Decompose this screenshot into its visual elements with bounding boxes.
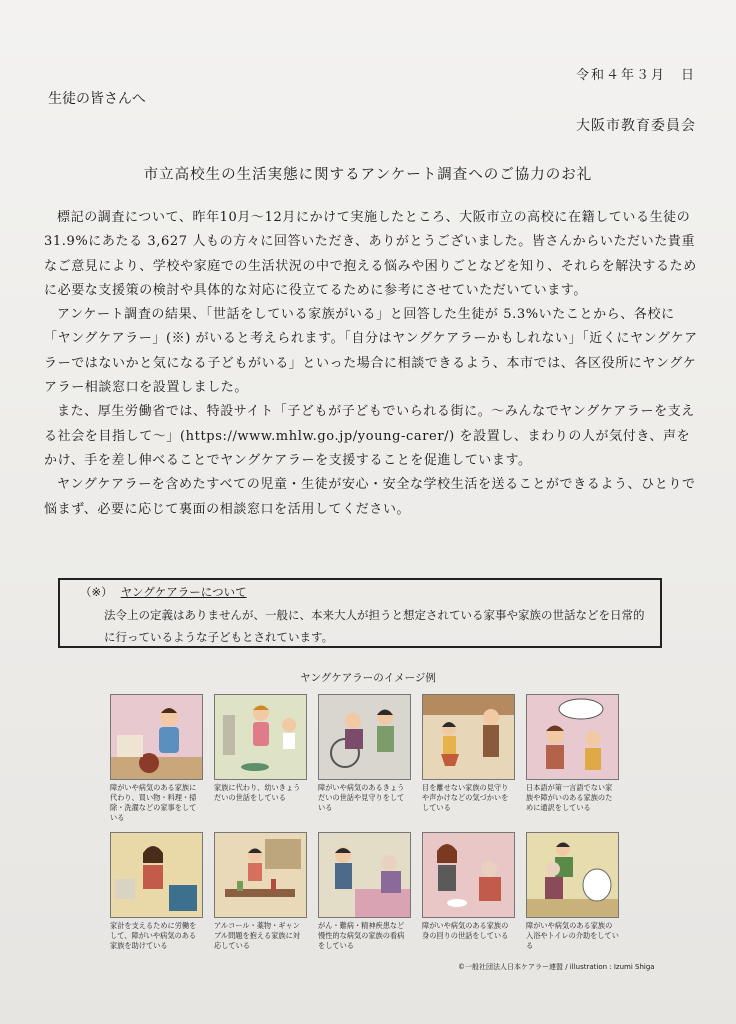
illustration-tile — [422, 832, 515, 941]
document-title: 市立高校生の生活実態に関するアンケート調査へのご協力のお礼 — [143, 167, 593, 183]
definition-note-box — [58, 578, 662, 648]
note-mark: （※） — [80, 585, 113, 599]
illustration-caption: 日本語が第一言語でない家族や障がいのある家族のために通訳をしている — [526, 783, 613, 812]
illustration-caption: 障がいや病気のある家族の身の回りの世話をしている — [422, 921, 509, 940]
illustration-tile — [110, 694, 203, 823]
body-paragraph-3: また、厚生労働省では、特設サイト「子どもが子どもでいられる街に。～みんなでヤングケアラーを支える社会を目指して～」(https://www.mhlw.go.jp/young-carer/) を設置し、まわりの人が気付き、声をかけ、手を差し伸べることでヤングケアラーを支援することを促進しています。 — [44, 404, 695, 468]
letter-date: 令和４年３月 日 — [575, 68, 696, 83]
illustration-tile — [214, 832, 307, 951]
addiction-support-illustration — [215, 833, 307, 918]
illustration-caption: 障がいや病気のあるきょうだいの世話や見守りをしている — [318, 783, 405, 812]
illustration-image — [214, 832, 307, 918]
illustration-caption: 目を離せない家族の見守りや声かけなどの気づかいをしている — [422, 783, 509, 812]
note-heading — [80, 584, 247, 600]
note-text: 法令上の定義はありませんが、一般に、本来大人が担うと想定されている家事や家族の世話などを日常的に行っているような子どもとされています。 — [104, 608, 645, 644]
illustration-tile — [318, 832, 411, 951]
illustration-image — [422, 694, 515, 780]
illustration-image — [318, 694, 411, 780]
illustration-caption: 家計を支えるために労働をして、障がいや病気のある家族を助けている — [110, 921, 197, 950]
nursing-illustration — [319, 833, 411, 918]
note-title: ヤングケアラーについて — [120, 585, 247, 599]
illustration-image — [110, 694, 203, 780]
sibling-watch-illustration — [319, 695, 411, 780]
illustration-image — [318, 832, 411, 918]
recipient-line: 生徒の皆さんへ — [48, 91, 146, 107]
illustration-tile — [214, 694, 307, 803]
illustrations-title: ヤングケアラーのイメージ例 — [300, 672, 436, 684]
illustration-image — [422, 832, 515, 918]
body-paragraph-1: 標記の調査について、昨年10月～12月にかけて実施したところ、大阪市立の高校に在籍している生徒の 31.9%にあたる 3,627 人もの方々に回答いただき、ありがとうございました。皆さんからいただいた貴重なご意見により、学校や家庭での生活状況の中で抱える悩みや困りごとなどを知り、それらを解決するために必要な支援策の検討や具体的な対応に役立てるために参考にさせていただいています。 — [44, 210, 697, 298]
illustration-caption: 障がいや病気のある家族の入浴やトイレの介助をしている — [526, 921, 619, 950]
body-paragraph-4: ヤングケアラーを含めたすべての児童・生徒が安心・安全な学校生活を送ることができるよう、ひとりで悩まず、必要に応じて裏面の相談窓口を活用してください。 — [44, 477, 696, 517]
illustration-image — [526, 832, 619, 918]
sibling-care-illustration — [215, 695, 307, 780]
personal-care-illustration — [423, 833, 515, 918]
bathing-assist-illustration — [527, 833, 619, 918]
illustration-tile — [318, 694, 411, 813]
letter-body — [44, 206, 700, 522]
illustration-image — [526, 694, 619, 780]
housework-illustration — [111, 695, 203, 780]
illustration-tile — [526, 832, 619, 951]
illustration-caption: 障がいや病気のある家族に代わり、買い物・料理・掃除・洗濯などの家事をしている — [110, 783, 197, 822]
illustration-image — [214, 694, 307, 780]
interpreting-illustration — [527, 695, 619, 780]
family-watch-illustration — [423, 695, 515, 780]
work-support-illustration — [111, 833, 203, 918]
illustration-tile — [422, 694, 515, 813]
illustration-credit: ©一般社団法人日本ケアラー連盟 / illustration : Izumi Shiga — [458, 963, 655, 971]
illustration-caption: 家族に代わり、幼いきょうだいの世話をしている — [214, 783, 301, 802]
body-paragraph-2: アンケート調査の結果、「世話をしている家族がいる」と回答した生徒が 5.3%いたことから、各校に「ヤングケアラー」(※) がいると考えられます。「自分はヤングケアラーかもしれない」「近くにヤングケアラーではないかと気になる子どもがいる」といった場合に相談できるよう、本市では、各区役所にヤングケアラー相談窓口を設置しました。 — [44, 307, 698, 396]
illustration-caption: アルコール・薬物・ギャンブル問題を抱える家族に対応している — [214, 921, 300, 950]
illustration-caption: がん・難病・精神疾患など慢性的な病気の家族の看病をしている — [318, 921, 405, 950]
illustration-tile — [110, 832, 203, 951]
illustration-tile — [526, 694, 619, 813]
sender-name: 大阪市教育委員会 — [576, 118, 696, 134]
illustration-image — [110, 832, 203, 918]
